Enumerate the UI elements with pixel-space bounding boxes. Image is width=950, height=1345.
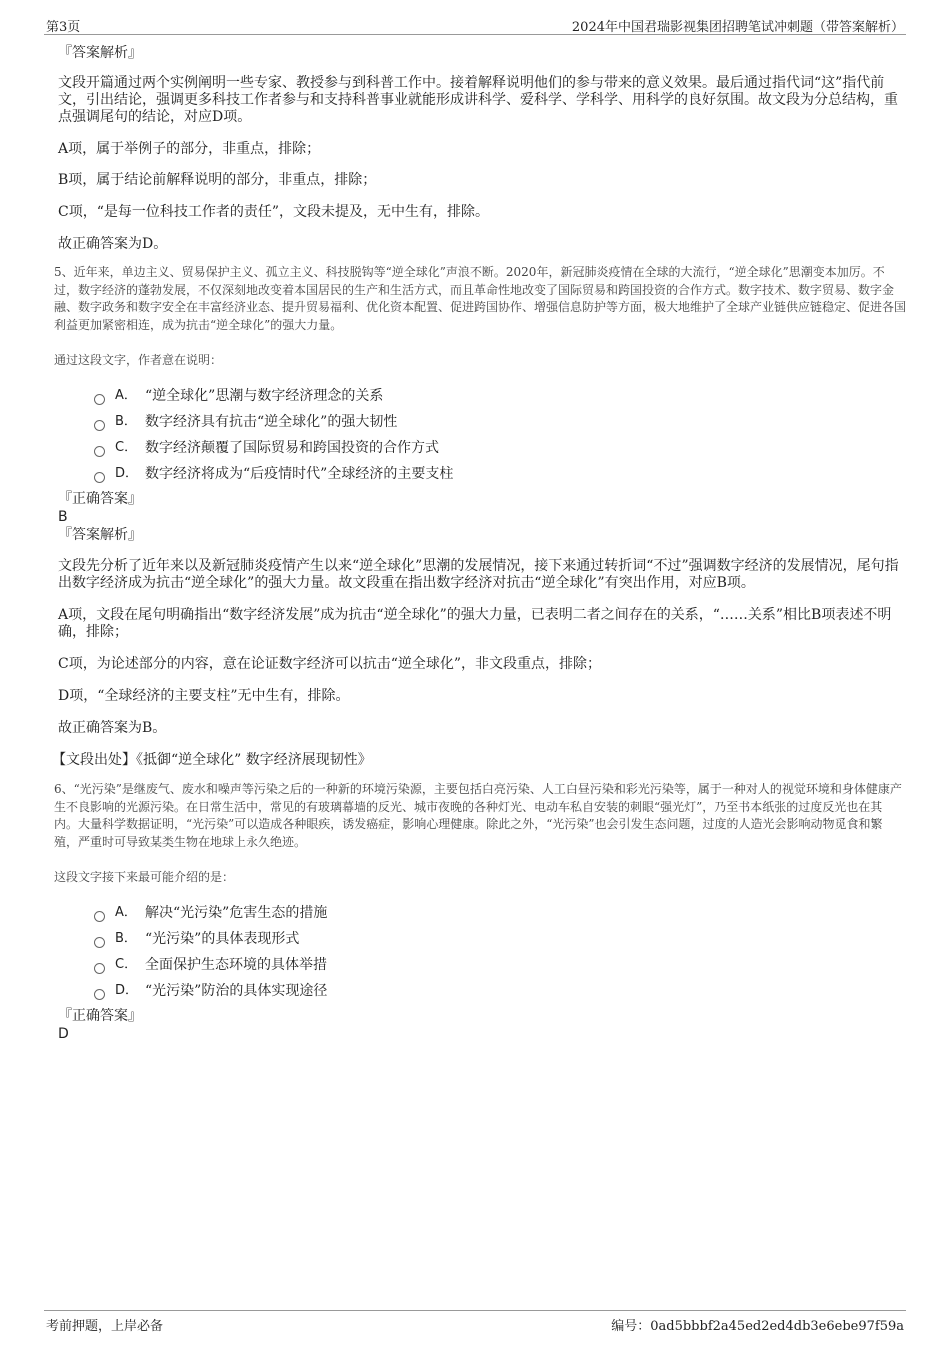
analysis-paragraph: 故正确答案为D。 — [58, 236, 168, 252]
correct-answer-tag: 『正确答案』 — [58, 1008, 142, 1024]
analysis-paragraph: D项，“全球经济的主要支柱”无中生有，排除。 — [58, 688, 350, 704]
radio-icon[interactable] — [94, 911, 105, 922]
option-a[interactable]: A． 解决“光污染”危害生态的措施 — [94, 900, 906, 926]
document-title: 2024年中国君瑞影视集团招聘笔试冲刺题（带答案解析） — [571, 20, 904, 35]
option-d[interactable]: D． 数字经济将成为“后疫情时代”全球经济的主要支柱 — [94, 461, 906, 487]
radio-icon[interactable] — [94, 472, 105, 483]
page-header — [44, 12, 906, 35]
question-prompt: 这段文字接下来最可能介绍的是： — [54, 870, 235, 884]
radio-icon[interactable] — [94, 420, 105, 431]
analysis-paragraph: A项，属于举例子的部分，非重点，排除； — [58, 141, 321, 157]
analysis-paragraph: A项，文段在尾句明确指出“数字经济发展”成为抗击“逆全球化”的强大力量，已表明二者之间存在的关系，“……关系”相比B项表述不明确，排除； — [58, 607, 892, 640]
radio-icon[interactable] — [94, 989, 105, 1000]
option-c[interactable]: C． 全面保护生态环境的具体举措 — [94, 952, 906, 978]
passage-source: 【文段出处】《抵御“逆全球化” 数字经济展现韧性》 — [52, 752, 372, 768]
radio-icon[interactable] — [94, 446, 105, 457]
question-prompt: 通过这段文字，作者意在说明： — [54, 353, 223, 367]
option-b[interactable]: B． 数字经济具有抗击“逆全球化”的强大韧性 — [94, 409, 906, 435]
analysis-paragraph: B项，属于结论前解释说明的部分，非重点，排除； — [58, 172, 377, 188]
analysis-paragraph: 文段先分析了近年来以及新冠肺炎疫情产生以来“逆全球化”思潮的发展情况，接下来通过转折词“不过”强调数字经济的发展情况，尾句指出数字经济成为抗击“逆全球化”的强大力量。故文段重在指出数字经济对抗击“逆全球化”有突出作用，对应B项。 — [58, 558, 899, 591]
correct-answer: B — [58, 509, 68, 525]
answer-analysis-tag: 『答案解析』 — [58, 45, 142, 61]
analysis-paragraph: C项，为论述部分的内容，意在论证数字经济可以抗击“逆全球化”，非文段重点，排除； — [58, 656, 602, 672]
option-list — [94, 900, 906, 1004]
radio-icon[interactable] — [94, 394, 105, 405]
analysis-paragraph: C项，“是每一位科技工作者的责任”，文段未提及，无中生有，排除。 — [58, 204, 490, 220]
page-content — [44, 40, 906, 1043]
option-list — [94, 383, 906, 487]
option-d[interactable]: D． “光污染”防治的具体实现途径 — [94, 978, 906, 1004]
correct-answer: D — [58, 1026, 69, 1042]
footer-slogan: 考前押题，上岸必备 — [46, 1319, 164, 1334]
question-stem: 5、近年来，单边主义、贸易保护主义、孤立主义、科技脱钩等“逆全球化”声浪不断。2020年，新冠肺炎疫情在全球的大流行，“逆全球化”思潮变本加厉。不过，数字经济的蓬勃发展，不仅深刻地改变着本国居民的生产和生活方式，而且革命性地改变了国际贸易和跨国投资的合作方式。数字技术、数字贸易、数字金融、数字政务和数字安全在丰富经济业态、提升贸易福利、优化资本配置、促进跨国协作、增强信息防护等方面，极大地维护了全球产业链供应链稳定、促进各国利益更加紧密相连，成为抗击“逆全球化”的强大力量。 — [54, 265, 907, 332]
radio-icon[interactable] — [94, 963, 105, 974]
page-footer — [44, 1310, 906, 1335]
page-number: 第3页 — [46, 20, 81, 35]
radio-icon[interactable] — [94, 937, 105, 948]
option-b[interactable]: B． “光污染”的具体表现形式 — [94, 926, 906, 952]
analysis-paragraph: 文段开篇通过两个实例阐明一些专家、教授参与到科普工作中。接着解释说明他们的参与带来的意义效果。最后通过指代词“这”指代前文，引出结论，强调更多科技工作者参与和支持科普事业就能形成讲科学、爱科学、学科学、用科学的良好氛围。故文段为分总结构，重点强调尾句的结论，对应D项。 — [58, 75, 898, 125]
option-c[interactable]: C． 数字经济颠覆了国际贸易和跨国投资的合作方式 — [94, 435, 906, 461]
option-a[interactable]: A． “逆全球化”思潮与数字经济理念的关系 — [94, 383, 906, 409]
correct-answer-tag: 『正确答案』 — [58, 491, 142, 507]
document-code: 编号：0ad5bbbf2a45ed2ed4db3e6ebe97f59a — [611, 1319, 904, 1334]
question-stem: 6、“光污染”是继废气、废水和噪声等污染之后的一种新的环境污染源，主要包括白亮污染、人工白昼污染和彩光污染等，属于一种对人的视觉环境和身体健康产生不良影响的光源污染。在日常生活中，常见的有玻璃幕墙的反光、城市夜晚的各种灯光、电动车私自安装的刺眼“强光灯”，乃至书本纸张的过度反光也在其内。大量科学数据证明，“光污染”可以造成各种眼疾，诱发癌症，影响心理健康。除此之外，“光污染”也会引发生态问题，过度的人造光会影响动物觅食和繁殖，严重时可导致某类生物在地球上永久绝迹。 — [54, 782, 902, 849]
answer-analysis-tag: 『答案解析』 — [58, 527, 142, 543]
analysis-paragraph: 故正确答案为B。 — [58, 720, 167, 736]
